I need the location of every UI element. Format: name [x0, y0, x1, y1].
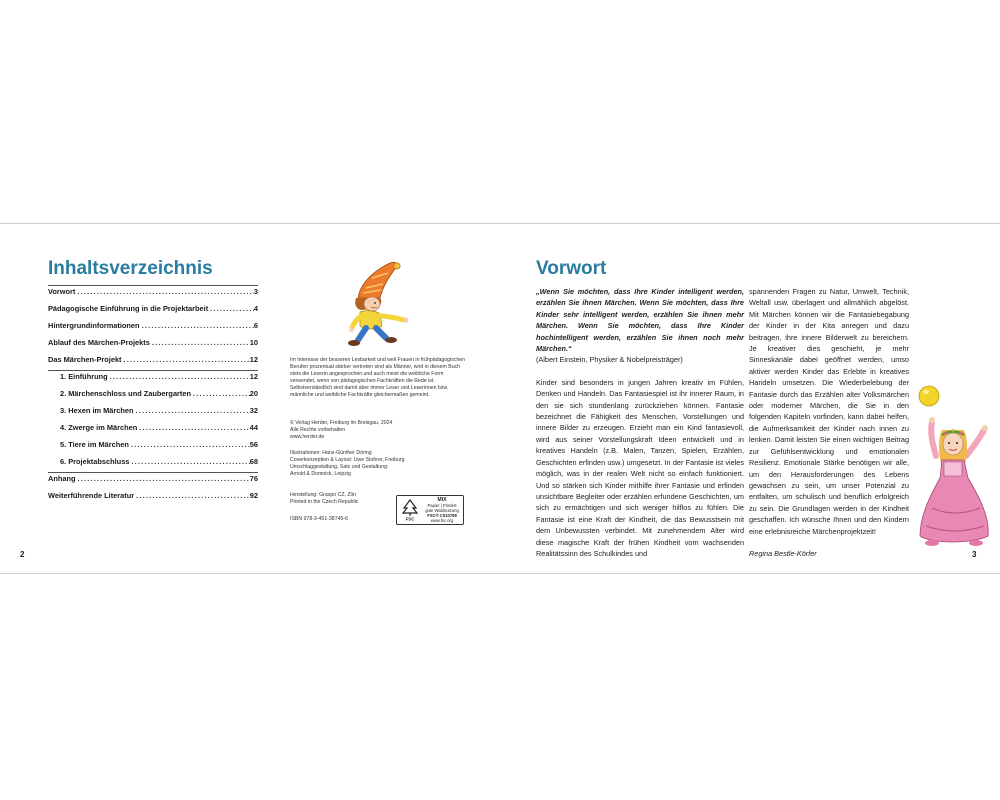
toc-entry-einfuehrung[interactable]	[48, 372, 258, 389]
imprint-cover: Coverkonzeption & Layout: Uwe Stohrer, Freiburg	[290, 457, 405, 463]
princess-illustration	[892, 378, 992, 553]
fsc-site: www.fsc.org	[430, 518, 454, 523]
fsc-logo-text: FSC	[405, 516, 415, 521]
imprint-illustrations: Illustrationen: Hans-Günther Döring	[290, 450, 372, 456]
fsc-label	[396, 495, 464, 525]
toc-divider	[48, 285, 258, 286]
toc-entry-title: 4. Zwerge im Märchen	[60, 423, 138, 432]
toc-entry-page: 20	[249, 389, 258, 398]
toc-leader	[137, 423, 250, 432]
vorwort-paragraph-1: Kinder sind besonders in jungen Jahren kreativ im Fühlen, Denken und Handeln. Das Fantasiespiel ist ihr innerer Raum, in den sie sich stundenlang zurückziehen können. Fantasie bezeichnet die Fähigkeit des Menschen, Vorstellungen und innere Bilder zu erzeugen. Erzieht man ein Kind fantasievoll, wird aus seiner Vorstellungskraft Ideen entwickelt und in kreatives Handeln (z.B. Malen, Tanzen, Spielen, Erzählen, Geschichten erfinden usw.) umgesetzt. In der Fantasie ist vieles möglich, was in der realen Welt nicht so einfach funktioniert. Und so stärken sich Kinder mithilfe ihrer Fantasie und erfinden unsichtbare Begleiter oder erzählen erfundene Geschichten, um sich zu ermächtigen und sich weniger hilflos zu fühlen. Die Fantasie ist eine Kraft der Kindheit, die das Bewusstsein mit dem Unbewussten verbindet. Mit zunehmendem Alter wird diese magische Kraft der frühen Kindheit vom wachsenden Realitätssinn des Schulkindes und	[536, 377, 744, 558]
toc-entry-title: 3. Hexen im Märchen	[60, 406, 134, 415]
toc-entry-paedagogische-einfuehrung[interactable]	[48, 304, 258, 321]
imprint-herstellung: Herstellung: Graspo CZ, Zlín	[290, 492, 357, 498]
toc-leader	[129, 457, 249, 466]
einstein-quote: „Wenn Sie möchten, dass Ihre Kinder intelligent werden, erzählen Sie ihnen Märchen. Wenn Sie möchten, dass Ihre Kinder sehr intelligent werden, erzählen Sie ihnen mehr Märchen. Wenn Sie möchten, dass Ihre Kinder hochintelligent werden, erzählen Sie ihnen noch mehr Märchen.“	[536, 287, 744, 354]
vorwort-paragraph-2: spannenden Fragen zu Natur, Umwelt, Technik, Weltall usw. überlagert und allmählich abgelöst. Mit Märchen können wir die Fantasiebegabung der Kinder in der Kita anregen und dazu beitragen, ihre innere Bilderwelt zu bereichern. Je kreativer dies geschieht, je mehr Sinneskanäle dabei geöffnet werden, umso aktiver werden Kinder das Erlebte in kreatives Handeln umsetzen. Die Wiederbelebung der Fantasie durch das Erzählen alter Volksmärchen oder moderner Märchen, die Sie in den folgenden Kapiteln vorfinden, kann dabei helfen, die Aufmerksamkeit der Kinder nach innen zu lenken. Damit leisten Sie einen wichtigen Beitrag zur Gefühlsentwicklung und emotionalen Resilienz. Emotionale Stärke benötigen wir alle, um den Herausforderungen des Lebens gewachsen zu sein, um unser Potenzial zu entfalten, um schulisch und beruflich erfolgreich zu sein. Die Grundlagen werden in der Kindheit geschaffen. Ich wünsche Ihnen und den Kindern eine erlebnisreiche Märchenprojektzeit!	[749, 287, 909, 536]
gnome-illustration	[336, 258, 416, 350]
toc-entry-page: 56	[249, 440, 258, 449]
toc-entry-maerchenschloss[interactable]	[48, 389, 258, 406]
right-page	[500, 224, 1000, 573]
toc-leader	[191, 389, 250, 398]
imprint-copyright: © Verlag Herder, Freiburg im Breisgau, 2024	[290, 420, 393, 426]
toc-entry-vorwort[interactable]	[48, 287, 258, 304]
page-number-left: 2	[20, 550, 25, 559]
toc-entry-title: Vorwort	[48, 287, 76, 296]
vorwort-heading: Vorwort	[536, 258, 607, 279]
toc-entry-page: 10	[249, 338, 258, 347]
toc-entry-literatur[interactable]	[48, 491, 258, 508]
toc-entry-title: Hintergrundinformationen	[48, 321, 140, 330]
toc-entry-anhang[interactable]	[48, 474, 258, 491]
imprint-gender-note: Im Interesse der besseren Lesbarkeit und weil Frauen in frühpädagogischen Berufen prozentual stärker vertreten sind als Männer, wird in diesem Buch stets die Leserin angesprochen und auch meist die weibliche Form verwendet, wenn von pädagogischen Fachkräften die Rede ist. Selbstverständlich sind damit aber immer Leser und Leserinnen bzw. männliche und weibliche Fachkräfte gleichermaßen gemeint.	[290, 357, 466, 398]
toc-entry-title: Ablauf des Märchen-Projekts	[48, 338, 150, 347]
fsc-line1: Papier | Fördert	[427, 503, 457, 508]
toc-leader	[129, 440, 250, 449]
table-of-contents	[48, 284, 258, 508]
toc-entry-page: 12	[249, 355, 258, 364]
toc-entry-page: 76	[249, 474, 258, 483]
author-signature: Regina Bestle-Körfer	[749, 548, 817, 558]
imprint-umschlag-by: Arnold & Domnick, Leipzig	[290, 471, 351, 477]
toc-entry-page: 92	[249, 491, 258, 500]
fsc-mix: MIX	[437, 497, 447, 503]
toc-entry-ablauf[interactable]	[48, 338, 258, 355]
toc-entry-page: 32	[249, 406, 258, 415]
toc-leader	[140, 321, 254, 330]
toc-leader	[208, 304, 254, 313]
toc-entry-hintergrundinformationen[interactable]	[48, 321, 258, 338]
page-number-right: 3	[972, 550, 977, 559]
toc-leader	[134, 406, 250, 415]
toc-leader	[122, 355, 250, 364]
toc-entry-title: 5. Tiere im Märchen	[60, 440, 129, 449]
vorwort-column-2	[749, 286, 909, 559]
toc-entry-title: Anhang	[48, 474, 76, 483]
fsc-text	[422, 498, 462, 523]
quote-author: (Albert Einstein, Physiker & Nobelpreisträger)	[536, 355, 683, 365]
toc-entry-page: 12	[249, 372, 258, 381]
imprint-printed: Printed in the Czech Republic	[290, 499, 359, 505]
toc-entry-title: Pädagogische Einführung in die Projektarbeit	[48, 304, 209, 313]
fsc-line2: gute Waldnutzung	[425, 508, 459, 513]
toc-heading: Inhaltsverzeichnis	[48, 258, 213, 279]
toc-entry-title: Weiterführende Literatur	[48, 491, 135, 500]
toc-leader	[108, 372, 250, 381]
book-spread	[0, 223, 1000, 574]
toc-divider	[48, 472, 258, 473]
imprint-umschlag: Umschlaggestaltung, Satz und Gestaltung:	[290, 464, 389, 470]
toc-entry-title: Das Märchen-Projekt	[48, 355, 122, 364]
toc-entry-page: 3	[253, 287, 258, 296]
imprint-rights: Alle Rechte vorbehalten	[290, 427, 346, 433]
toc-entry-tiere[interactable]	[48, 440, 258, 457]
toc-entry-page: 68	[249, 457, 258, 466]
imprint-isbn: ISBN 978-3-451-38745-6	[290, 516, 348, 522]
imprint-website[interactable]: www.herder.de	[290, 434, 325, 440]
left-page	[0, 224, 500, 573]
toc-leader	[75, 287, 254, 296]
fsc-tree-icon	[400, 499, 420, 521]
toc-entry-title: 1. Einführung	[60, 372, 108, 381]
toc-entry-title: 2. Märchenschloss und Zaubergarten	[60, 389, 192, 398]
toc-entry-page: 6	[253, 321, 258, 330]
toc-entry-hexen[interactable]	[48, 406, 258, 423]
toc-entry-title: 6. Projektabschluss	[60, 457, 130, 466]
fsc-code: FSC® C010798	[427, 513, 457, 518]
toc-entry-zwerge[interactable]	[48, 423, 258, 440]
toc-entry-page: 44	[249, 423, 258, 432]
toc-entry-page: 4	[253, 304, 258, 313]
toc-leader	[76, 474, 250, 483]
toc-leader	[150, 338, 250, 347]
vorwort-column-1	[536, 286, 744, 559]
toc-divider	[48, 370, 258, 371]
toc-leader	[134, 491, 250, 500]
